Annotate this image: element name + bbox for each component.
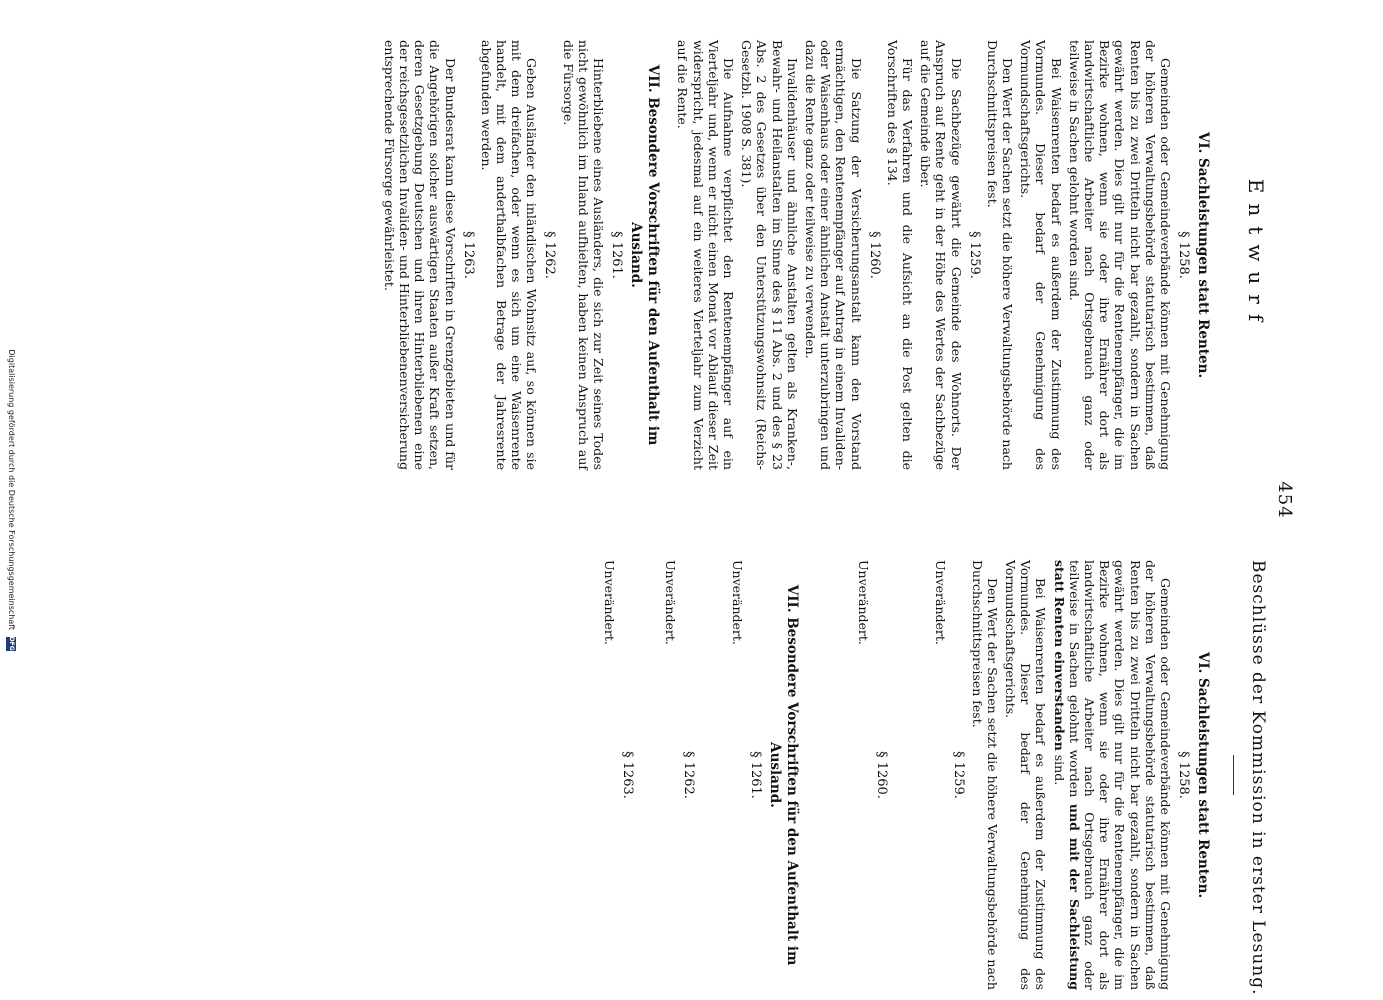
unchanged-note: Unverändert. [933,560,949,645]
spacer [814,560,848,990]
unchanged-note: Unverändert. [663,560,679,645]
title-rule [1233,755,1234,795]
section-heading: VI. Sachleistungen statt Renten. [1195,651,1211,899]
paragraph-number: § 1261. [609,231,625,279]
commission-section-vii [602,560,800,990]
paragraph-text: Hinterbliebene eines Ausländers, die sich zur Zeit seines Todes nicht gewöhnlich im Inland aufhielten, haben keinen Anspruch auf die Fürsorge. [560,40,607,470]
unchanged-note: Unverändert. [856,560,872,645]
spacer [891,560,925,990]
paragraph-text: Bei Waisenrenten bedarf es außerdem der Zustimmung des Vormundes. Dieser bedarf der Genehmigung des Vormundschaftsgerichts. [1018,40,1064,470]
page-number: 454 [1274,481,1295,519]
paragraph-number: § 1258. [1176,231,1191,279]
paragraph-text: Der Bundesrat kann diese Vorschriften in Grenzgebieten und für die Angehörigen solcher auswärtigen Staaten außer Kraft setzen, deren Gesetzgebung Deutschen und ihren Hinterbliebenen eine der reichsgesetzlichen Invaliden- und Hinterbliebenenversicherung entsprechende Fürsorge gewährleistet. [381,40,458,470]
paragraph-number: § 1259. [951,751,967,799]
paragraph-number: § 1263. [620,751,636,799]
paragraph-text: Die Sachbezüge gewährt die Gemeinde des Wohnorts. Der Anspruch auf Rente geht in der Höhe des Wertes der Sachbezüge auf die Gemeinde über. [918,40,964,470]
commission-column [588,560,1268,996]
paragraph-number: § 1262. [542,231,558,279]
paragraph-text: Die Aufnahme verpflichtet den Rentenempfänger auf ein Vierteljahr und, wenn er nicht einen Monat vor Ablauf dieser Zeit widerspricht, jedesmal auf ein weiteres Vierteljahr zum Verzicht auf die Rente. [675,40,736,470]
paragraph-text: Die Satzung der Versicherungsanstalt kann den Vorstand ermächtigen, den Rentenempfänger auf Antrag in einem Invaliden- oder Waisenhaus oder einer ähnlichen Anstalt unterzubringen und dazu die Rente ganz oder teilweise zu verwenden. [802,40,864,470]
section-heading: VI. Sachleistungen statt Renten. [1195,131,1211,379]
paragraph-text: Den Wert der Sachen setzt die höhere Verwaltungsbehörde nach Durchschnittspreisen fest. [969,560,1000,990]
paragraph-number: § 1261. [748,751,764,799]
paragraph-text: Für das Verfahren und die Aufsicht an die Post gelten die Vorschriften des § 134. [884,40,915,470]
draft-column-title: Entwurf [1244,178,1268,332]
section-heading: VII. Besondere Vorschriften für den Aufenthalt im Ausland. [628,64,662,446]
paragraph-text: Invalidenhäuser und ähnliche Anstalten gelten als Kranken-, Bewahr- und Heilanstalten im Sinne des § 11 Abs. 2 und des § 23 Abs. 2 des Gesetzes über den Unterstützungswohnsitz (Reichs-Gesetzbl. 1908 S. 381). [739,40,800,470]
spacer [698,560,722,990]
draft-column [368,40,1268,470]
amendment-bold-text: und mit der Sachleistung statt Renten einverstanden [1051,560,1082,990]
paragraph-number: § 1258. [1176,751,1191,799]
section-heading: VII. Besondere Vorschriften für den Aufenthalt im Ausland. [767,584,801,966]
paragraph-number: § 1260. [874,751,890,799]
footer-text: Digitalisierung gefördert durch die Deutsche Forschungsgemeinschaft [7,349,16,631]
commission-section-vi [814,560,1211,990]
draft-section-vii [382,40,661,470]
paragraph-text: Bei Waisenrenten bedarf es außerdem der Zustimmung des Vormundes. Dieser bedarf der Genehmigung des Vormundschaftsgerichts. [1002,560,1049,990]
paragraph-text: Geben Ausländer den inländischen Wohnsitz auf, so können sie mit dem dreifachen, oder wenn es sich um eine Waisenrente handelt, mit dem anderthalbfachen Betrage der Jahresrente abgefunden werden. [478,40,540,470]
unchanged-note: Unverändert. [602,560,618,645]
paragraph-number: § 1260. [866,231,882,279]
spacer [637,560,655,990]
paragraph-number: § 1263. [460,231,476,279]
paragraph-text-part: sind. [1051,750,1067,786]
digitization-footer [2,0,20,1000]
paragraph-text: Gemeinden oder Gemeindeverbände können mit Genehmigung der höheren Verwaltungsbehörde statutarisch bestimmen, daß Renten bis zu zwei Dritteln nicht bar gezahlt, sondern in Sachen gewährt werden. Dies gilt nur für die Rentenempfänger, die im Bezirke wohnen, wenn sie oder ihre Ernährer dort als landwirtschaftliche Arbeiter nach Ortsgebrauch ganz oder teilweise in Sachen gelohnt worden sind. [1066,40,1173,470]
unchanged-note: Unverändert. [730,560,746,645]
commission-column-title: Beschlüsse der Kommission in erster Lesung. [1248,560,1268,996]
paragraph-number: § 1262. [681,751,697,799]
draft-section-vi [675,40,1211,470]
paragraph-text-part: Gemeinden oder Gemeindeverbände können mit Genehmigung der höheren Verwaltungsbehörde statutarisch bestimmen, daß Renten bis zu zwei Dritteln nicht bar gezahlt, sondern in Sachen gewährt werden. Dies gilt nur für die Rentenempfänger, die im Bezirke wohnen, wenn sie oder ihre Ernährer dort als landwirtschaftliche Arbeiter nach Ortsgebrauch ganz oder teilweise in Sachen gelohnt worden [1066,560,1173,990]
paragraph-text: Den Wert der Sachen setzt die höhere Verwaltungsbehörde nach Durchschnittspreisen fest. [984,40,1015,470]
paragraph-text [1051,560,1173,990]
paragraph-number: § 1259. [966,231,982,279]
dfg-logo-icon: DFG [8,636,16,651]
